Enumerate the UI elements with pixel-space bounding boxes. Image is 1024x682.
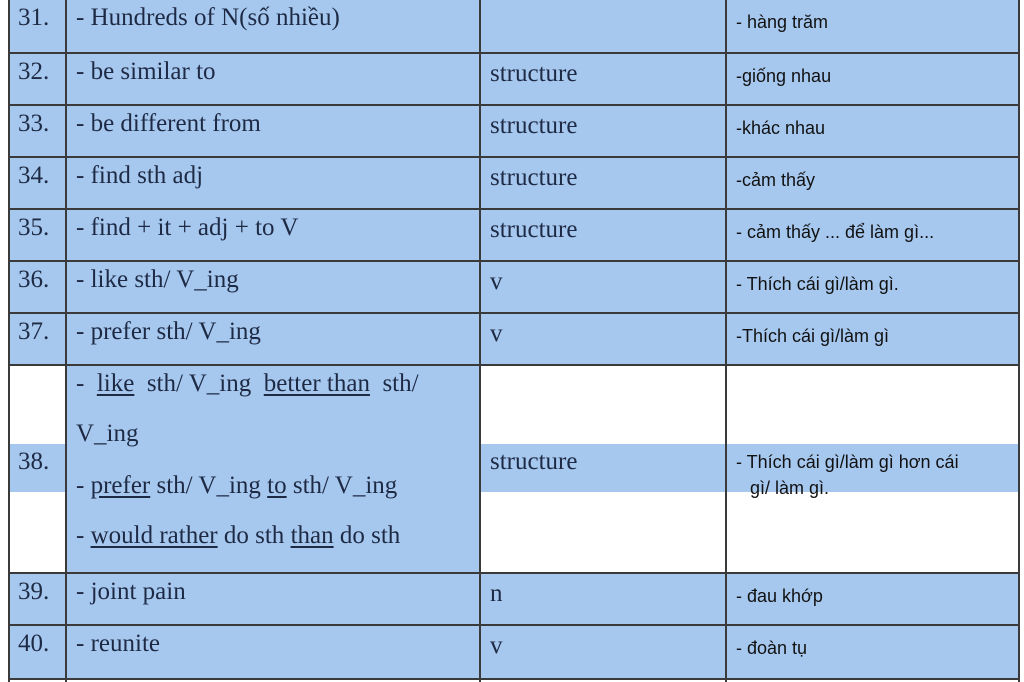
term-line: V_ing [76, 420, 139, 447]
meaning: -khác nhau [736, 118, 826, 138]
term: - prefer sth/ V_ing [76, 318, 261, 345]
row-number: 31. [18, 4, 50, 31]
term: - reunite [76, 630, 160, 657]
table-row [8, 366, 1020, 574]
table-row [8, 0, 1020, 54]
table-row [8, 314, 1020, 366]
term-line: - like sth/ V_ing better than sth/ [76, 370, 419, 397]
row-number: 39. [18, 578, 50, 605]
table-row [8, 626, 1020, 680]
meaning: - đoàn tụ [736, 638, 808, 658]
table-row [8, 210, 1020, 262]
term: - Hundreds of N(số nhiều) [76, 4, 340, 31]
word-type: n [490, 580, 503, 607]
term: - be similar to [76, 58, 216, 85]
row-number: 35. [18, 214, 50, 241]
table-row [8, 106, 1020, 158]
table-row [8, 54, 1020, 106]
word-type: structure [490, 112, 578, 139]
meaning: -Thích cái gì/làm gì [736, 326, 890, 346]
term-line: - would rather do sth than do sth [76, 522, 401, 549]
row-number: 37. [18, 318, 50, 345]
table-row [8, 158, 1020, 210]
meaning: -cảm thấy [736, 170, 816, 190]
row-number: 40. [18, 630, 50, 657]
word-type: structure [490, 216, 578, 243]
grid-line [8, 0, 10, 682]
meaning: - cảm thấy ... để làm gì... [736, 222, 935, 242]
meaning-continued: gì/ làm gì. [750, 478, 830, 498]
row-number: 36. [18, 266, 50, 293]
grid-line [479, 0, 481, 682]
term: - like sth/ V_ing [76, 266, 239, 293]
meaning: - Thích cái gì/làm gì hơn cái [736, 452, 959, 472]
row-number: 38. [18, 448, 50, 475]
word-type: v [490, 320, 503, 347]
meaning: - Thích cái gì/làm gì. [736, 274, 899, 294]
vocabulary-table [8, 0, 1020, 682]
row-number: 33. [18, 110, 50, 137]
grid-line [65, 0, 67, 682]
meaning: - đau khớp [736, 586, 823, 606]
term: - be different from [76, 110, 261, 137]
meaning: - hàng trăm [736, 12, 829, 32]
word-type: structure [490, 60, 578, 87]
grid-line [1018, 0, 1020, 682]
term: - find + it + adj + to V [76, 214, 299, 241]
word-type: v [490, 632, 503, 659]
meaning: -giống nhau [736, 66, 832, 86]
row-number: 34. [18, 162, 50, 189]
term: - find sth adj [76, 162, 204, 189]
word-type: v [490, 268, 503, 295]
row-number: 32. [18, 58, 50, 85]
word-type: structure [490, 448, 578, 475]
table-row [8, 574, 1020, 626]
term-group [66, 366, 480, 572]
table-row [8, 262, 1020, 314]
term-line: - prefer sth/ V_ing to sth/ V_ing [76, 472, 398, 499]
grid-line [725, 0, 727, 682]
term: - joint pain [76, 578, 186, 605]
word-type: structure [490, 164, 578, 191]
